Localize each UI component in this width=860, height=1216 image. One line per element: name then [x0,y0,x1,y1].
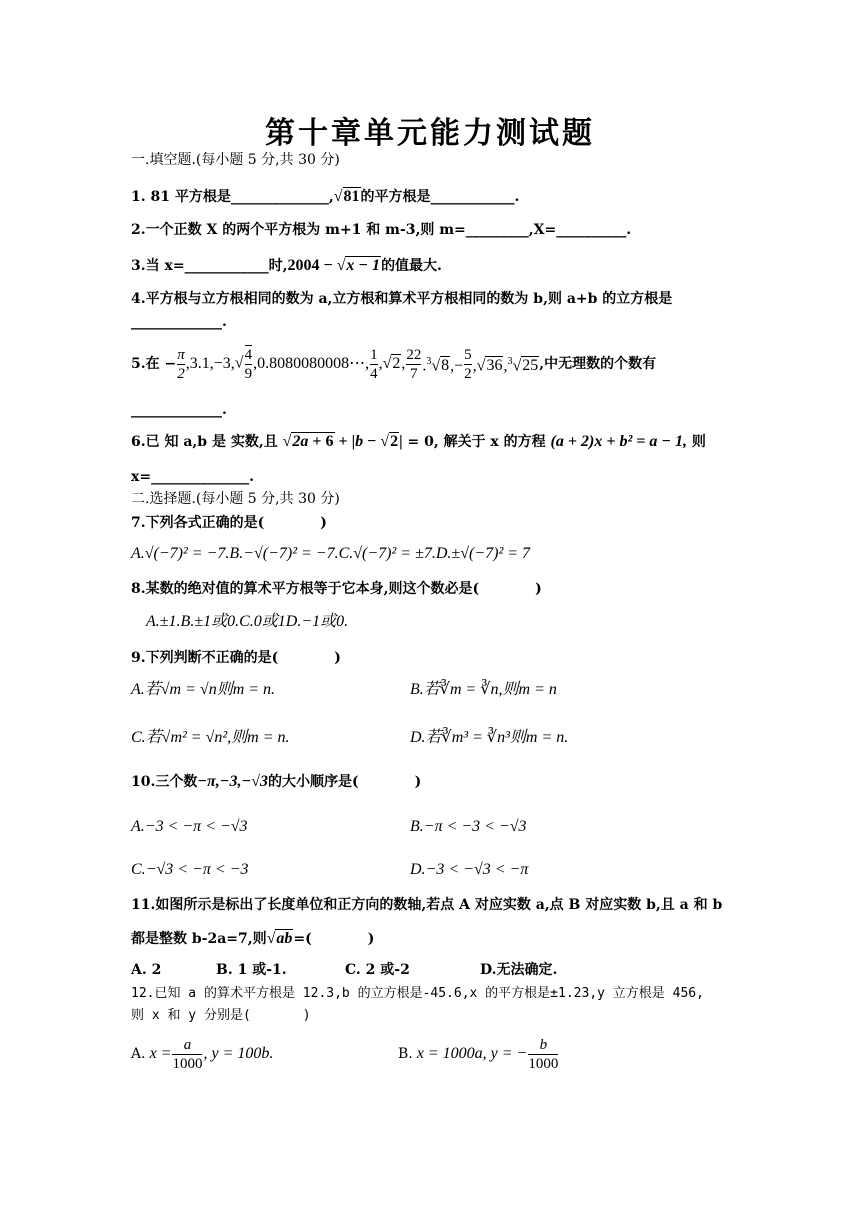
question-9-option-c: C.若√m² = √n²,则m = n. [131,729,290,746]
question-6-answer: x=______________. [131,469,254,485]
question-8: 8.某数的绝对值的算术平方根等于它本身,则这个数必是( ) [131,581,542,597]
section-choice-header: 二.选择题.(每小题 5 分,共 30 分) [131,491,340,507]
page-title: 第十章单元能力测试题 [265,116,595,151]
question-11-option-b: B. 1 或-1. [216,962,287,978]
question-5-blank: _____________. [131,402,227,418]
question-4-blank: _____________. [131,314,227,330]
question-7: 7.下列各式正确的是( ) [131,515,327,531]
question-9-option-a: A.若√m = √n则m = n. [131,681,276,698]
question-10-option-b: B.−π < −3 < −√3 [410,818,527,835]
question-11-option-a: A. 2 [131,962,162,978]
question-5: 5.在 − $\frac{\pi}{2}$ ,3.1,−3, √ $\frac{4}{9}$ ,0.8080080008⋯, $\frac{1}{4}$ ,√2, $\frac{22}{7}$ .$^3$√8,− $\frac{5}{2}$ ,√36,$^3$√25 ,中无理数的个数有 [131,346,657,382]
question-10-option-c: C.−√3 < −π < −3 [131,861,249,878]
question-12-option-b: B. x = 1000a, y = − $\frac{b}{1000}$ [398,1036,559,1072]
question-6: 6.已 知 a,b 是 实数,且 √2a + 6 + |b − √2| = 0, 解关于 x 的方程 (a + 2)x + b² = a − 1, 则 [131,433,706,450]
question-10-option-d: D.−3 < −√3 < −π [410,861,529,878]
section-fill-header: 一.填空题.(每小题 5 分,共 30 分) [131,152,340,168]
question-2: 2.一个正数 X 的两个平方根为 m+1 和 m-3,则 m=_________,X=__________. [131,222,632,238]
question-8-options: A.±1.B.±1或0.C.0或1D.−1或0. [146,613,349,630]
question-12-line2: 则 x 和 y 分别是( ) [131,1008,311,1023]
question-9-option-b: B.若∛m = ∛n,则m = n [410,681,557,698]
question-7-options: A.√(−7)² = −7.B.−√(−7)² = −7.C.√(−7)² = ±7.D.±√(−7)² = 7 [131,545,531,562]
question-9: 9.下列判断不正确的是( ) [131,650,341,666]
question-11-option-c: C. 2 或-2 [345,962,410,978]
question-9-option-d: D.若∛m³ = ∛n³则m = n. [410,729,569,746]
question-1: 1. 81 平方根是______________,√81的平方根是____________. [131,188,520,205]
question-10: 10.三个数−π,−3,−√3的大小顺序是( ) [131,773,422,790]
question-12: 12.已知 a 的算术平方根是 12.3,b 的立方根是-45.6,x 的平方根是±1.23,y 立方根是 456, [131,986,704,1001]
question-4: 4.平方根与立方根相同的数为 a,立方根和算术平方根相同的数为 b,则 a+b 的立方根是 [131,291,673,307]
question-3: 3.当 x=____________时,2004 − √x − 1的值最大. [131,257,442,274]
question-12-option-a: A. x = $\frac{a}{1000}$ , y = 100b. [131,1036,274,1072]
question-10-option-a: A.−3 < −π < −√3 [131,818,248,835]
question-11-line2: 都是整数 b-2a=7,则√ab=( ) [131,930,375,947]
question-11-option-d: D.无法确定. [480,962,558,978]
question-11: 11.如图所示是标出了长度单位和正方向的数轴,若点 A 对应实数 a,点 B 对应实数 b,且 a 和 b [131,897,723,913]
